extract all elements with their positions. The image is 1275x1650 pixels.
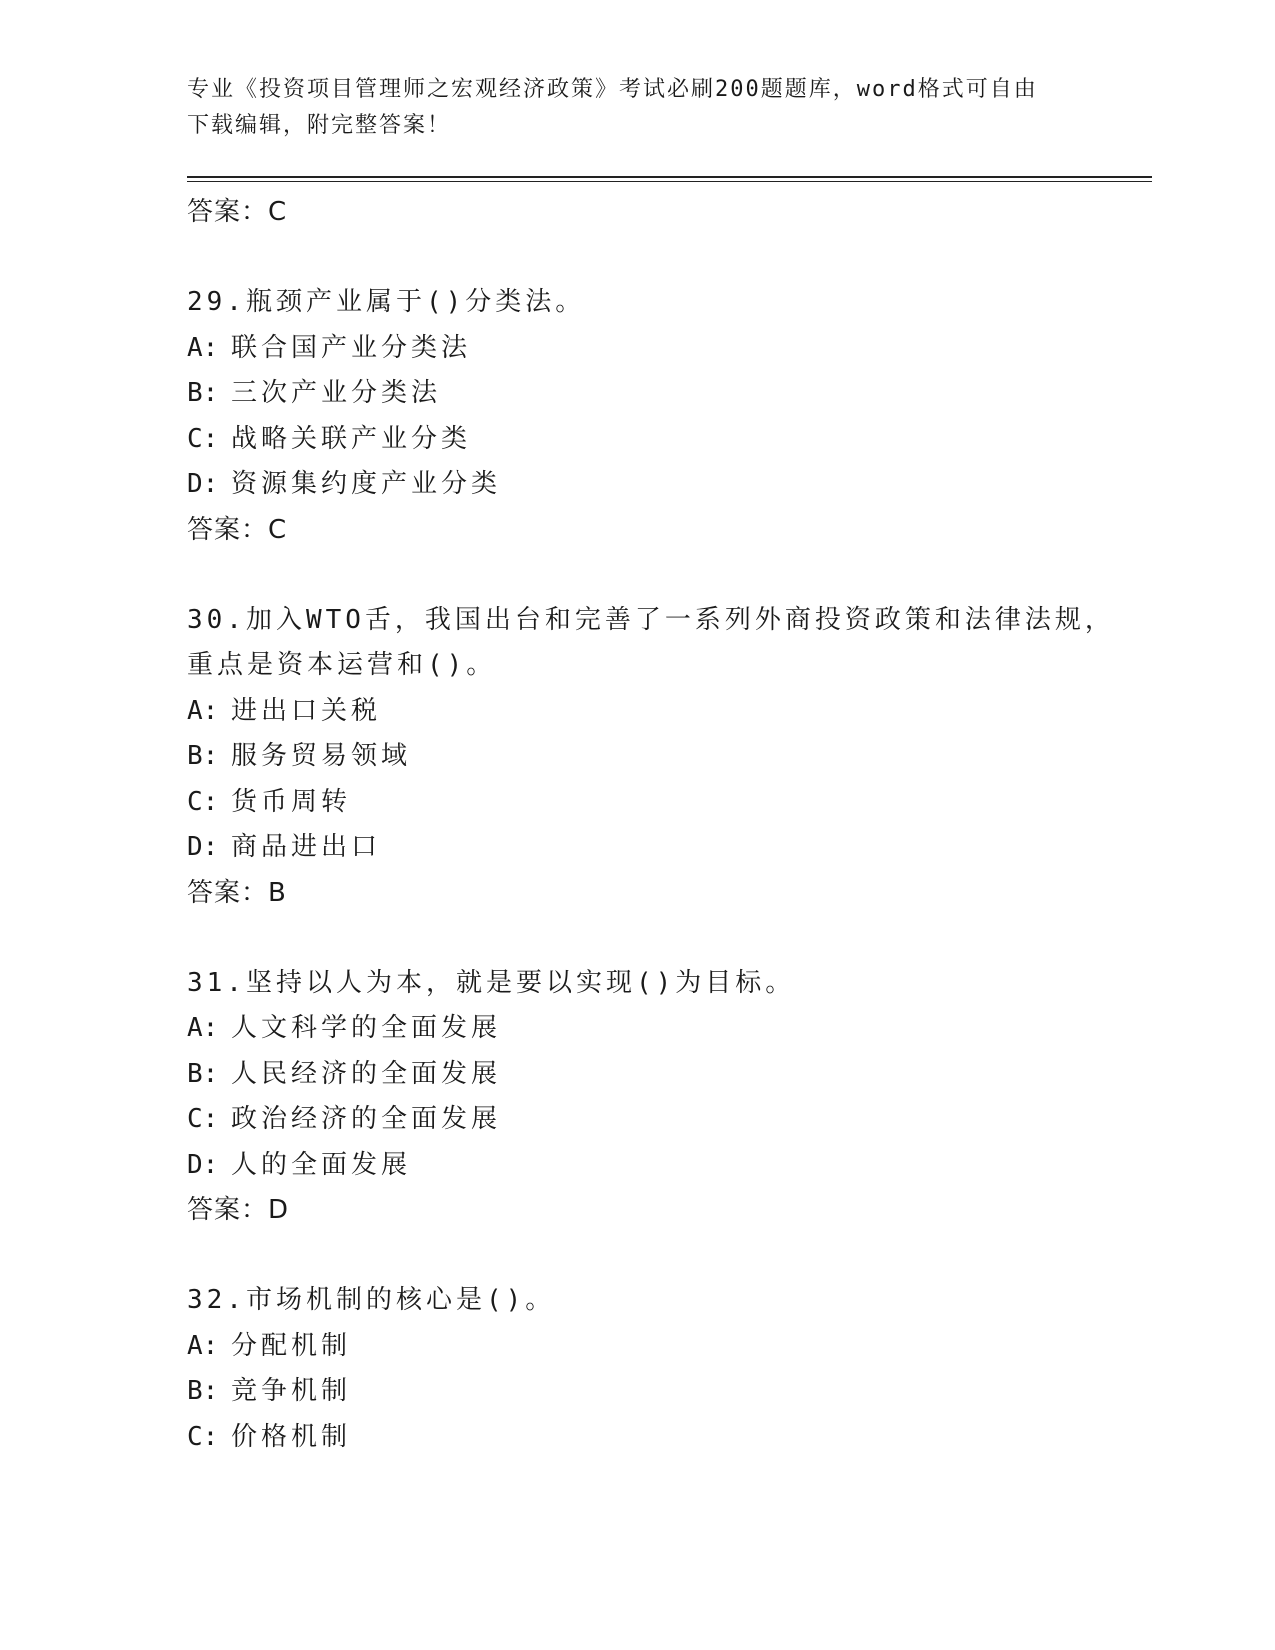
answer-line: 答案：D bbox=[187, 1195, 290, 1225]
option-a bbox=[187, 1006, 1137, 1052]
option-a bbox=[187, 326, 1137, 372]
question-29 bbox=[187, 280, 1137, 552]
option-text: 服务贸易领域 bbox=[231, 741, 412, 771]
option-d bbox=[187, 1143, 1137, 1189]
question-text: 32.市场机制的核心是()。 bbox=[187, 1285, 556, 1315]
question-text: 29.瓶颈产业属于()分类法。 bbox=[187, 287, 586, 317]
question-31 bbox=[187, 961, 1137, 1233]
question-text: 31.坚持以人为本，就是要以实现()为目标。 bbox=[187, 967, 796, 998]
header-line-1: 专业《投资项目管理师之宏观经济政策》考试必刷200题题库，word格式可自由 bbox=[187, 77, 1038, 102]
option-label: C: bbox=[187, 1104, 219, 1134]
option-label: B: bbox=[187, 1376, 219, 1406]
option-b bbox=[187, 734, 1137, 780]
header-divider-thin bbox=[187, 181, 1152, 182]
option-c bbox=[187, 1097, 1137, 1143]
option-label: D: bbox=[187, 832, 219, 862]
answer-line: 答案：B bbox=[187, 877, 287, 908]
option-text: 三次产业分类法 bbox=[231, 378, 442, 408]
option-label: A: bbox=[187, 1330, 219, 1361]
option-text: 人的全面发展 bbox=[231, 1149, 412, 1180]
option-text: 商品进出口 bbox=[231, 832, 382, 862]
option-c bbox=[187, 1415, 1137, 1461]
option-text: 政治经济的全面发展 bbox=[231, 1104, 502, 1134]
option-text: 人民经济的全面发展 bbox=[231, 1058, 502, 1089]
option-label: B: bbox=[187, 741, 219, 771]
header-line-2: 下载编辑，附完整答案！ bbox=[187, 113, 452, 138]
option-label: C: bbox=[187, 786, 219, 817]
option-text: 联合国产业分类法 bbox=[231, 332, 472, 363]
option-d bbox=[187, 462, 1137, 508]
option-text: 人文科学的全面发展 bbox=[231, 1013, 502, 1043]
option-text: 资源集约度产业分类 bbox=[231, 469, 502, 499]
option-b bbox=[187, 1052, 1137, 1098]
option-label: A: bbox=[187, 332, 219, 363]
option-b bbox=[187, 1369, 1137, 1415]
document-header bbox=[187, 72, 1087, 144]
option-d bbox=[187, 825, 1137, 871]
option-a bbox=[187, 689, 1137, 735]
question-list bbox=[187, 190, 1137, 1460]
option-text: 竞争机制 bbox=[231, 1376, 352, 1406]
option-label: C: bbox=[187, 423, 219, 454]
option-label: A: bbox=[187, 1013, 219, 1043]
option-label: D: bbox=[187, 469, 219, 499]
option-text: 分配机制 bbox=[231, 1330, 352, 1361]
option-label: B: bbox=[187, 1058, 219, 1089]
option-label: B: bbox=[187, 378, 219, 408]
option-text: 价格机制 bbox=[231, 1421, 352, 1452]
option-label: A: bbox=[187, 695, 219, 726]
question-text: 30.加入WTO舌，我国出台和完善了一系列外商投资政策和法律法规， bbox=[187, 604, 1115, 635]
option-c bbox=[187, 417, 1137, 463]
option-c bbox=[187, 780, 1137, 826]
question-text-cont: 重点是资本运营和()。 bbox=[187, 650, 497, 680]
header-divider-thick bbox=[187, 176, 1152, 178]
option-b bbox=[187, 371, 1137, 417]
option-a bbox=[187, 1324, 1137, 1370]
answer-line: 答案：C bbox=[187, 514, 288, 545]
option-label: D: bbox=[187, 1149, 219, 1180]
option-label: C: bbox=[187, 1421, 219, 1452]
option-text: 进出口关税 bbox=[231, 695, 382, 726]
answer-line: 答案：C bbox=[187, 197, 288, 227]
option-text: 货币周转 bbox=[231, 786, 352, 817]
option-text: 战略关联产业分类 bbox=[231, 423, 472, 454]
question-30 bbox=[187, 598, 1137, 915]
question-32 bbox=[187, 1278, 1137, 1460]
